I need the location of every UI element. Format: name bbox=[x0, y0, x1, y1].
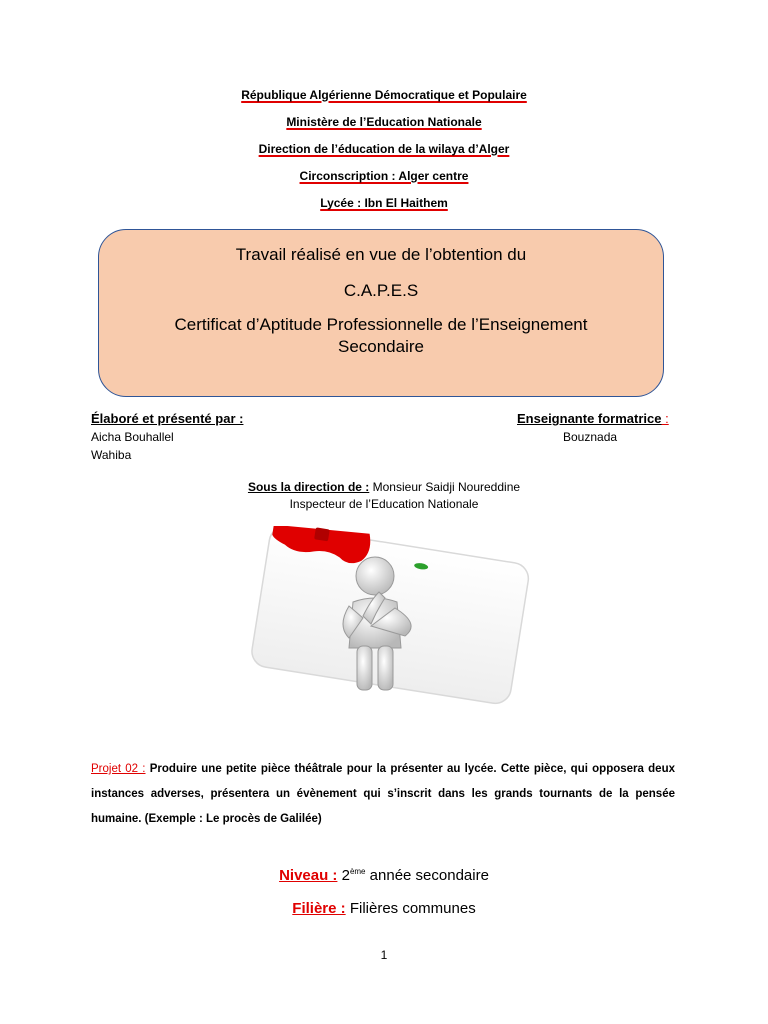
thumbs-down-icon bbox=[314, 527, 330, 541]
trainer-block bbox=[517, 411, 669, 445]
title-line-4: Secondaire bbox=[337, 337, 424, 356]
niveau-label: Niveau : bbox=[279, 867, 338, 884]
authors-label: Élaboré et présenté par : bbox=[91, 411, 244, 426]
trainer-label-line bbox=[517, 411, 669, 426]
filiere-value: Filières communes bbox=[345, 900, 476, 917]
niveau-sup: ème bbox=[349, 867, 366, 876]
author-name-1: Aicha Bouhallel bbox=[91, 430, 174, 444]
page-number: 1 bbox=[380, 948, 388, 962]
direction-name: Monsieur Saidji Noureddine bbox=[369, 480, 521, 494]
title-line-1: Travail réalisé en vue de l’obtention du bbox=[235, 245, 527, 264]
niveau-line bbox=[0, 867, 768, 884]
trainer-colon: : bbox=[661, 411, 669, 426]
header-republic: République Algérienne Démocratique et Populaire bbox=[241, 88, 527, 102]
trainer-name: Bouznada bbox=[563, 430, 618, 444]
title-box bbox=[98, 229, 664, 397]
header-ministry: Ministère de l’Education Nationale bbox=[286, 115, 482, 129]
trainer-label: Enseignante formatrice bbox=[517, 411, 662, 426]
filiere-line bbox=[0, 900, 768, 917]
authors-block bbox=[91, 411, 243, 463]
projet-label: Projet 02 : bbox=[91, 763, 146, 775]
author-name-2: Wahiba bbox=[91, 448, 132, 462]
projet-paragraph bbox=[91, 757, 675, 832]
direction-title: Inspecteur de l’Education Nationale bbox=[289, 497, 479, 511]
direction-line bbox=[0, 479, 768, 495]
title-line-capes: C.A.P.E.S bbox=[343, 281, 419, 300]
projet-text: Produire une petite pièce théâtrale pour la présenter au lycée. Cette pièce, qui opposera deux instances adverses, présentera un évènement qui s’inscrit dans les grands tournants de la pensée humaine. (Exemple : Le procès de Galilée) bbox=[91, 763, 675, 825]
header-direction: Direction de l’éducation de la wilaya d’Alger bbox=[258, 142, 510, 156]
header-circonscription: Circonscription : Alger centre bbox=[299, 169, 469, 183]
niveau-value: année secondaire bbox=[365, 867, 489, 884]
direction-label: Sous la direction de : bbox=[247, 480, 370, 494]
title-line-3: Certificat d’Aptitude Professionnelle de l’Enseignement bbox=[174, 315, 588, 334]
thinking-figure-image bbox=[245, 526, 535, 706]
header-lycee: Lycée : Ibn El Haithem bbox=[320, 196, 448, 210]
niveau-num: 2 bbox=[337, 867, 350, 884]
filiere-label: Filière : bbox=[292, 900, 346, 917]
